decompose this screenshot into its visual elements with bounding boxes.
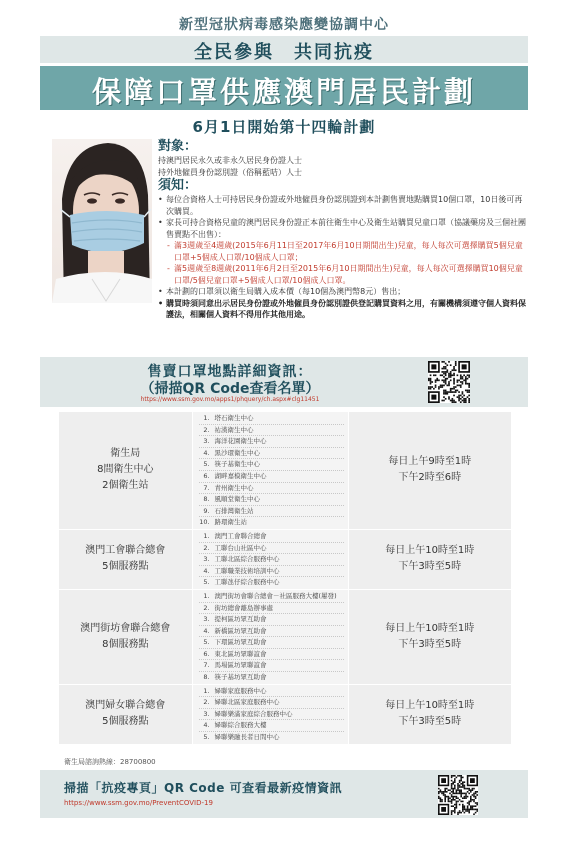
child-mask-rule: - 滿5週歲至8週歲(2011年6月2日至2015年6月10日期間出生)兒童，每人每次可選擇購買10個兒童口罩/5個兒童口罩+5個成人口罩/10個成人口罩。 (158, 263, 528, 286)
provider-name: 澳門婦女聯合總會 (85, 700, 166, 712)
provider-count: 8間衛生中心 (97, 464, 154, 476)
hours-line: 每日上午9時至1時 (388, 456, 472, 468)
list-item: 9. 石排灣衛生站 (199, 506, 344, 518)
location-list (192, 412, 348, 530)
list-item: 6. 東北區坊眾聯誼會 (199, 649, 344, 661)
table-row (59, 684, 512, 744)
table-row (59, 589, 512, 684)
hours-cell (348, 529, 511, 589)
list-item: 7. 青州衛生中心 (199, 483, 344, 495)
provider-cell (59, 684, 193, 744)
hours-cell (348, 684, 511, 744)
list-item: 1. 婦聯家庭服務中心 (199, 686, 344, 698)
location-list (192, 684, 348, 744)
table-row (59, 529, 512, 589)
footer-text: 掃描「抗疫專頁」QR Code 可查看最新疫情資訊 (64, 781, 343, 795)
provider-count: 5個服務點 (102, 561, 149, 573)
provider-cell (59, 529, 193, 589)
hours-line: 下午3時至5時 (398, 716, 462, 728)
hours-line: 每日上午10時至1時 (385, 622, 475, 634)
list-item: 5. 筷子基衛生中心 (199, 459, 344, 471)
list-item: 4. 婦聯綜合服務大樓 (199, 720, 344, 732)
poster (40, 0, 528, 852)
hours-line: 下午3時至5時 (398, 561, 462, 573)
list-item: 5. 下環區坊眾互助會 (199, 637, 344, 649)
location-list (192, 529, 348, 589)
notice-item: • 本計劃的口罩須以衛生局購入成本價（每10個為澳門幣8元）售出； (158, 286, 528, 298)
hotline-note: 衛生局諮詢熱線：28700800 (64, 758, 156, 766)
notice-title: 須知： (158, 178, 198, 193)
sales-title: 售賣口罩地點詳細資訊： (147, 364, 313, 380)
qr-code-icon[interactable] (428, 361, 470, 403)
list-item: 8. 筷子基坊眾互助會 (203, 673, 267, 682)
list-item: 1. 澳門街坊會聯合總會－社區服務大樓(屢發) (199, 591, 344, 603)
masked-woman-photo (52, 139, 152, 303)
sales-subtitle: （掃描QR Code查看名單） (140, 381, 320, 397)
list-item: 4. 工聯職業技術培訓中心 (199, 566, 344, 578)
page-title: 保障口罩供應澳門居民計劃 (91, 75, 476, 109)
provider-name: 澳門工會聯合總會 (85, 545, 166, 557)
table-row (59, 412, 512, 530)
list-item: 7. 馬場區坊眾聯誼會 (199, 660, 344, 672)
footer-url[interactable]: https://www.ssm.gov.mo/PreventCOVID-19 (64, 799, 213, 807)
qr-code-icon[interactable] (438, 775, 478, 815)
target-title: 對象： (158, 139, 198, 154)
list-item: 1. 澳門工會聯合總會 (199, 531, 344, 543)
list-item: 2. 婦聯北區家庭服務中心 (199, 697, 344, 709)
provider-count: 2個衛生站 (102, 480, 149, 492)
notice-item: • 每位合資格人士可持居民身份證或外地僱員身份認別證到本計劃售賣地點購買10個口罩，10日後可再次購買。 (158, 194, 528, 217)
sales-locations-table (58, 411, 512, 745)
list-item: 3. 婦聯樂滿家庭綜合服務中心 (199, 709, 344, 721)
info-section (158, 139, 528, 321)
hours-cell (348, 412, 511, 530)
child-mask-rule: - 滿3週歲至4週歲(2015年6月11日至2017年6月10日期間出生)兒童，每人每次可選擇購買5個兒童口罩+5個成人口罩/10個成人口罩； (158, 240, 528, 263)
notice-item: • 購買時須同意出示居民身份證或外地僱員身份認別證供登記購買資料之用，有關機構須遵守個人資料保護法，相關個人資料不得用作其他用途。 (158, 298, 528, 321)
notice-item: • 家長可持合資格兒童的澳門居民身份證正本前往衛生中心及衛生站購買兒童口罩（協議藥房及三個社團售賣點不出售）： (158, 217, 528, 240)
slogan: 全民參與 共同抗疫 (194, 42, 374, 63)
hours-line: 下午2時至6時 (398, 472, 462, 484)
hours-line: 每日上午10時至1時 (385, 700, 475, 712)
list-item: 2. 工聯台山社區中心 (199, 543, 344, 555)
hours-line: 下午3時至5時 (398, 638, 462, 650)
list-item: 3. 海洋花園衛生中心 (199, 436, 344, 448)
provider-cell (59, 589, 193, 684)
hours-line: 每日上午10時至1時 (385, 545, 475, 557)
provider-count: 8個服務點 (102, 638, 149, 650)
list-item: 3. 提柯區坊眾互助會 (199, 614, 344, 626)
list-item: 6. 湖畔嘉模衛生中心 (199, 471, 344, 483)
start-date-line: 6月1日開始第十四輪計劃 (192, 118, 376, 136)
list-item: 2. 街坊總會離島辦事處 (199, 603, 344, 615)
provider-name: 澳門街坊會聯合總會 (80, 622, 171, 634)
hours-cell (348, 589, 511, 684)
list-item: 8. 風順堂衛生中心 (199, 494, 344, 506)
organization-name: 新型冠狀病毒感染應變協調中心 (179, 17, 389, 33)
list-item: 5. 婦聯樂融長者日間中心 (203, 733, 280, 742)
list-item: 10. 路環衛生站 (199, 518, 248, 527)
provider-name: 衛生局 (110, 448, 141, 460)
target-line: 持外地僱員身份認別證（俗稱藍咭）人士 (158, 167, 302, 177)
target-line: 持澳門居民永久或非永久居民身份證人士 (158, 156, 302, 165)
list-item: 5. 工聯氹仔綜合服務中心 (203, 578, 280, 587)
list-item: 3. 工聯北區綜合服務中心 (199, 554, 344, 566)
provider-count: 5個服務點 (102, 716, 149, 728)
location-list (192, 589, 348, 684)
list-item: 2. 祐漢衛生中心 (199, 425, 344, 437)
list-item: 4. 黑沙環衛生中心 (199, 448, 344, 460)
sales-url[interactable]: https://www.ssm.gov.mo/apps1/phquery/ch.aspx#clg11451 (140, 396, 320, 403)
provider-cell (59, 412, 193, 530)
list-item: 4. 新橋區坊眾互助會 (199, 626, 344, 638)
list-item: 1. 塔石衛生中心 (199, 413, 344, 425)
